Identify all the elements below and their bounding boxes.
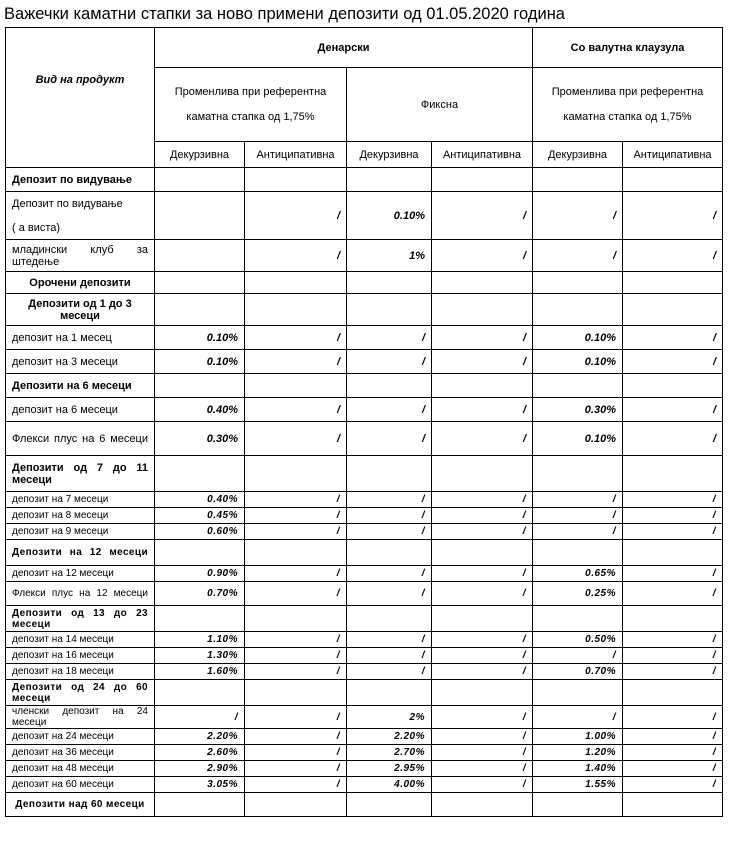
rate-cell [155,272,245,294]
rate-cell: 0.50% [533,632,623,648]
product-label-text: Депозити од 1 до 3 месеци [28,297,132,322]
rate-cell: / [623,664,723,680]
rate-cell: / [245,508,347,524]
rate-cell [347,680,432,706]
rate-cell: / [432,632,533,648]
rate-cell: 0.70% [533,664,623,680]
rate-cell: 1% [347,240,432,272]
product-label-text: Депозити на 12 месеци [12,547,148,558]
rate-cell: / [245,706,347,729]
table-row [6,745,723,761]
table-body [6,28,723,817]
rate-cell [245,456,347,492]
rate-cell: / [155,706,245,729]
rate-cell: / [623,350,723,374]
rate-cell [432,793,533,817]
decursive-header: Декурзивна [155,142,245,168]
rate-cell: / [432,566,533,582]
rate-cell: / [623,566,723,582]
rate-cell [245,606,347,632]
rate-cell [155,793,245,817]
rate-cell [347,540,432,566]
rate-cell [245,680,347,706]
rate-cell: / [533,192,623,240]
rate-cell [245,793,347,817]
rate-cell [432,272,533,294]
table-row [6,606,723,632]
table-row [6,648,723,664]
table-row [6,422,723,456]
rate-cell [155,456,245,492]
rate-cell: 1.10% [155,632,245,648]
rate-cell: / [347,582,432,606]
rate-cell: 0.30% [155,422,245,456]
product-label-text: Депозити од 24 до 60 месеци [12,681,148,704]
rate-cell [623,680,723,706]
rate-cell [155,374,245,398]
rate-cell [347,168,432,192]
section-label [6,680,155,706]
rate-cell [623,294,723,326]
product-label-text: депозит на 7 месеци [12,494,109,505]
rate-cell: / [533,240,623,272]
rate-cell: / [623,745,723,761]
rate-cell: / [347,350,432,374]
product-label [6,729,155,745]
table-row [6,777,723,793]
rate-cell: / [245,240,347,272]
rate-cell [533,456,623,492]
rate-cell: / [432,729,533,745]
rate-cell: 0.70% [155,582,245,606]
rate-cell: / [533,706,623,729]
rate-cell: / [347,632,432,648]
rate-cell [533,374,623,398]
product-label [6,761,155,777]
table-row [6,793,723,817]
product-column-header: Вид на продукт [6,28,155,168]
rate-cell: / [432,777,533,793]
fx-variable-header: Променлива при референтна каматна стапка од 1,75% [533,68,723,142]
rate-cell: / [347,508,432,524]
rate-cell: / [623,632,723,648]
rate-cell [347,606,432,632]
rate-cell: / [623,422,723,456]
product-label-text: депозит на 48 месеци [12,763,114,774]
rate-cell [155,192,245,240]
product-label-text: депозит на 9 месеци [12,526,109,537]
rate-cell: / [623,648,723,664]
rate-cell [432,540,533,566]
rate-cell [245,294,347,326]
rate-cell: 1.40% [533,761,623,777]
header-row-groups [6,28,723,68]
rate-cell: / [432,745,533,761]
rate-cell [533,272,623,294]
rate-cell: / [533,648,623,664]
rate-cell: / [623,398,723,422]
product-label-text: депозит на 8 месеци [12,510,109,521]
rate-cell: / [347,492,432,508]
rate-cell [245,168,347,192]
table-row [6,632,723,648]
rate-cell: / [432,582,533,606]
rate-cell [245,540,347,566]
rate-cell: / [432,326,533,350]
rate-cell: / [245,566,347,582]
rate-cell: 0.40% [155,398,245,422]
rate-cell: / [245,664,347,680]
table-row [6,664,723,680]
product-label-text: депозит на 3 месеци [12,355,118,368]
rate-cell: / [432,398,533,422]
rate-cell: / [245,492,347,508]
rate-cell: 1.30% [155,648,245,664]
rate-cell: 1.60% [155,664,245,680]
table-row [6,492,723,508]
rate-cell: / [623,777,723,793]
decursive-header: Декурзивна [533,142,623,168]
denar-fixed-header: Фиксна [347,68,533,142]
product-label [6,777,155,793]
rate-cell [533,680,623,706]
table-row [6,729,723,745]
rate-cell [347,272,432,294]
rate-cell [432,606,533,632]
rate-cell: 0.65% [533,566,623,582]
product-sublabel: ( а виста) [12,221,61,234]
product-label-text: депозит на 24 месеци [12,731,114,742]
rate-cell [347,456,432,492]
rate-cell: / [432,508,533,524]
rate-cell [533,606,623,632]
rate-cell: 0.45% [155,508,245,524]
decursive-header: Декурзивна [347,142,432,168]
rate-cell [533,294,623,326]
rate-cell: 2% [347,706,432,729]
rate-cell: 0.10% [533,422,623,456]
section-label [6,456,155,492]
rate-cell [623,374,723,398]
product-label-text: Депозити на 6 месеци [12,379,132,392]
rate-cell [155,240,245,272]
table-row [6,272,723,294]
product-label [6,524,155,540]
rate-cell: / [245,524,347,540]
rate-cell [347,793,432,817]
rate-cell: / [432,240,533,272]
rate-cell: 2.20% [155,729,245,745]
product-label [6,192,155,240]
product-label-text: Депозит по видување [12,197,123,210]
rate-cell [623,272,723,294]
product-label-text: депозит на 60 месеци [12,779,114,790]
product-label-text: депозит на 18 месеци [12,666,114,677]
rate-cell: / [347,664,432,680]
rate-cell: 0.10% [155,350,245,374]
rate-cell: / [533,508,623,524]
rate-cell: / [533,492,623,508]
table-row [6,582,723,606]
product-label [6,350,155,374]
rate-cell [623,168,723,192]
product-label-text: младински клуб за штедење [12,243,148,268]
anticipative-header: Антиципативна [245,142,347,168]
rate-cell: / [432,422,533,456]
rate-cell: / [245,777,347,793]
rate-cell: 0.30% [533,398,623,422]
product-label [6,566,155,582]
rate-cell: / [432,664,533,680]
rate-cell: 0.10% [155,326,245,350]
rate-cell: / [432,350,533,374]
rate-cell: / [347,326,432,350]
product-label [6,632,155,648]
rate-cell: / [245,729,347,745]
rate-cell: / [623,761,723,777]
section-label [6,374,155,398]
section-label [6,793,155,817]
rate-cell: / [623,729,723,745]
rate-cell: / [245,422,347,456]
product-label [6,240,155,272]
rate-cell: 0.90% [155,566,245,582]
rate-cell: / [432,648,533,664]
rate-cell: 0.25% [533,582,623,606]
rate-cell: / [623,508,723,524]
product-label-text: депозит на 14 месеци [12,634,114,645]
rate-cell [155,168,245,192]
product-label [6,706,155,729]
rate-cell: 0.10% [533,326,623,350]
rate-cell: 4.00% [347,777,432,793]
rate-cell: / [347,566,432,582]
product-label-text: Депозити од 13 до 23 месеци [12,607,148,630]
rate-cell: 3.05% [155,777,245,793]
table-row [6,566,723,582]
rate-cell: / [245,350,347,374]
product-label-text: Флекси плус на 12 месеци [12,588,148,599]
rate-cell [533,168,623,192]
rate-cell: / [432,492,533,508]
table-row [6,374,723,398]
rate-cell [623,456,723,492]
product-label-text: депозит на 12 месеци [12,568,114,579]
rate-cell: / [432,524,533,540]
table-row [6,540,723,566]
rate-cell: / [245,632,347,648]
rate-cell: / [623,240,723,272]
product-label-text: депозит на 16 месеци [12,650,114,661]
rate-cell: 0.40% [155,492,245,508]
rate-cell: / [245,582,347,606]
rate-cell [623,540,723,566]
rate-cell: / [347,648,432,664]
rate-cell: 0.10% [347,192,432,240]
rate-cell [245,374,347,398]
table-row [6,294,723,326]
product-label-text: членски депозит на 24 месеци [12,706,148,728]
rate-cell: 0.10% [533,350,623,374]
rate-cell: 2.70% [347,745,432,761]
product-label [6,398,155,422]
table-row [6,508,723,524]
rate-cell: / [245,745,347,761]
product-label-text: Флекси плус на 6 месеци [12,432,148,445]
rate-cell [347,294,432,326]
product-label [6,422,155,456]
rate-cell: / [623,582,723,606]
rate-cell: / [623,192,723,240]
table-row [6,680,723,706]
fx-clause-group-header: Со валутна клаузула [533,28,723,68]
product-label-text: Депозит по видување [12,173,132,186]
rate-cell: / [245,648,347,664]
rate-cell: / [245,326,347,350]
rate-cell: / [347,524,432,540]
table-row [6,398,723,422]
product-label-text: Орочени депозити [29,276,131,289]
rate-cell [245,272,347,294]
table-row [6,524,723,540]
table-row [6,168,723,192]
table-row [6,240,723,272]
anticipative-header: Антиципативна [432,142,533,168]
rate-cell [155,680,245,706]
rate-cell: 2.60% [155,745,245,761]
product-label [6,492,155,508]
table-row [6,350,723,374]
rate-cell: / [432,761,533,777]
denar-variable-header: Променлива при референтна каматна стапка од 1,75% [155,68,347,142]
product-label-text: депозит на 1 месец [12,331,112,344]
page-title: Важечки каматни стапки за ново примени депозити од 01.05.2020 година [4,5,565,23]
rate-cell [623,606,723,632]
rate-cell: / [347,398,432,422]
rate-cell: 2.20% [347,729,432,745]
rate-cell: / [623,524,723,540]
rate-cell [533,540,623,566]
rate-cell: / [245,192,347,240]
rate-cell [623,793,723,817]
rate-cell: / [432,192,533,240]
product-label-text: Депозити над 60 месеци [15,799,145,810]
denar-group-header: Денарски [155,28,533,68]
product-label-text: Депозити од 7 до 11 месеци [12,461,148,486]
section-label [6,540,155,566]
rate-cell: / [533,524,623,540]
product-label [6,745,155,761]
rate-cell [432,168,533,192]
interest-rate-table [5,27,723,817]
rate-cell: 1.20% [533,745,623,761]
product-label-text: депозит на 6 месеци [12,403,118,416]
anticipative-header: Антиципативна [623,142,723,168]
product-label [6,326,155,350]
product-label [6,648,155,664]
section-label [6,168,155,192]
rate-cell: / [623,326,723,350]
rate-cell [432,294,533,326]
rate-cell: / [245,398,347,422]
rate-cell [155,294,245,326]
rate-cell: / [432,706,533,729]
rate-cell: / [347,422,432,456]
table-row [6,456,723,492]
rate-cell: 2.95% [347,761,432,777]
rate-cell: 1.00% [533,729,623,745]
section-label [6,272,155,294]
table-row [6,761,723,777]
rate-cell [432,374,533,398]
section-label [6,606,155,632]
table-row [6,192,723,240]
rate-cell [533,793,623,817]
rate-cell: 2.90% [155,761,245,777]
rate-cell: / [245,761,347,777]
rate-cell: 1.55% [533,777,623,793]
rate-cell [432,680,533,706]
product-label [6,508,155,524]
rate-cell [432,456,533,492]
rate-cell [155,540,245,566]
table-row [6,326,723,350]
product-label-text: депозит на 36 месеци [12,747,114,758]
rate-cell: 0.60% [155,524,245,540]
rate-cell [155,606,245,632]
product-label [6,664,155,680]
rate-cell: / [623,706,723,729]
table-row [6,706,723,729]
section-label [6,294,155,326]
product-label [6,582,155,606]
rate-cell: / [623,492,723,508]
rate-cell [347,374,432,398]
